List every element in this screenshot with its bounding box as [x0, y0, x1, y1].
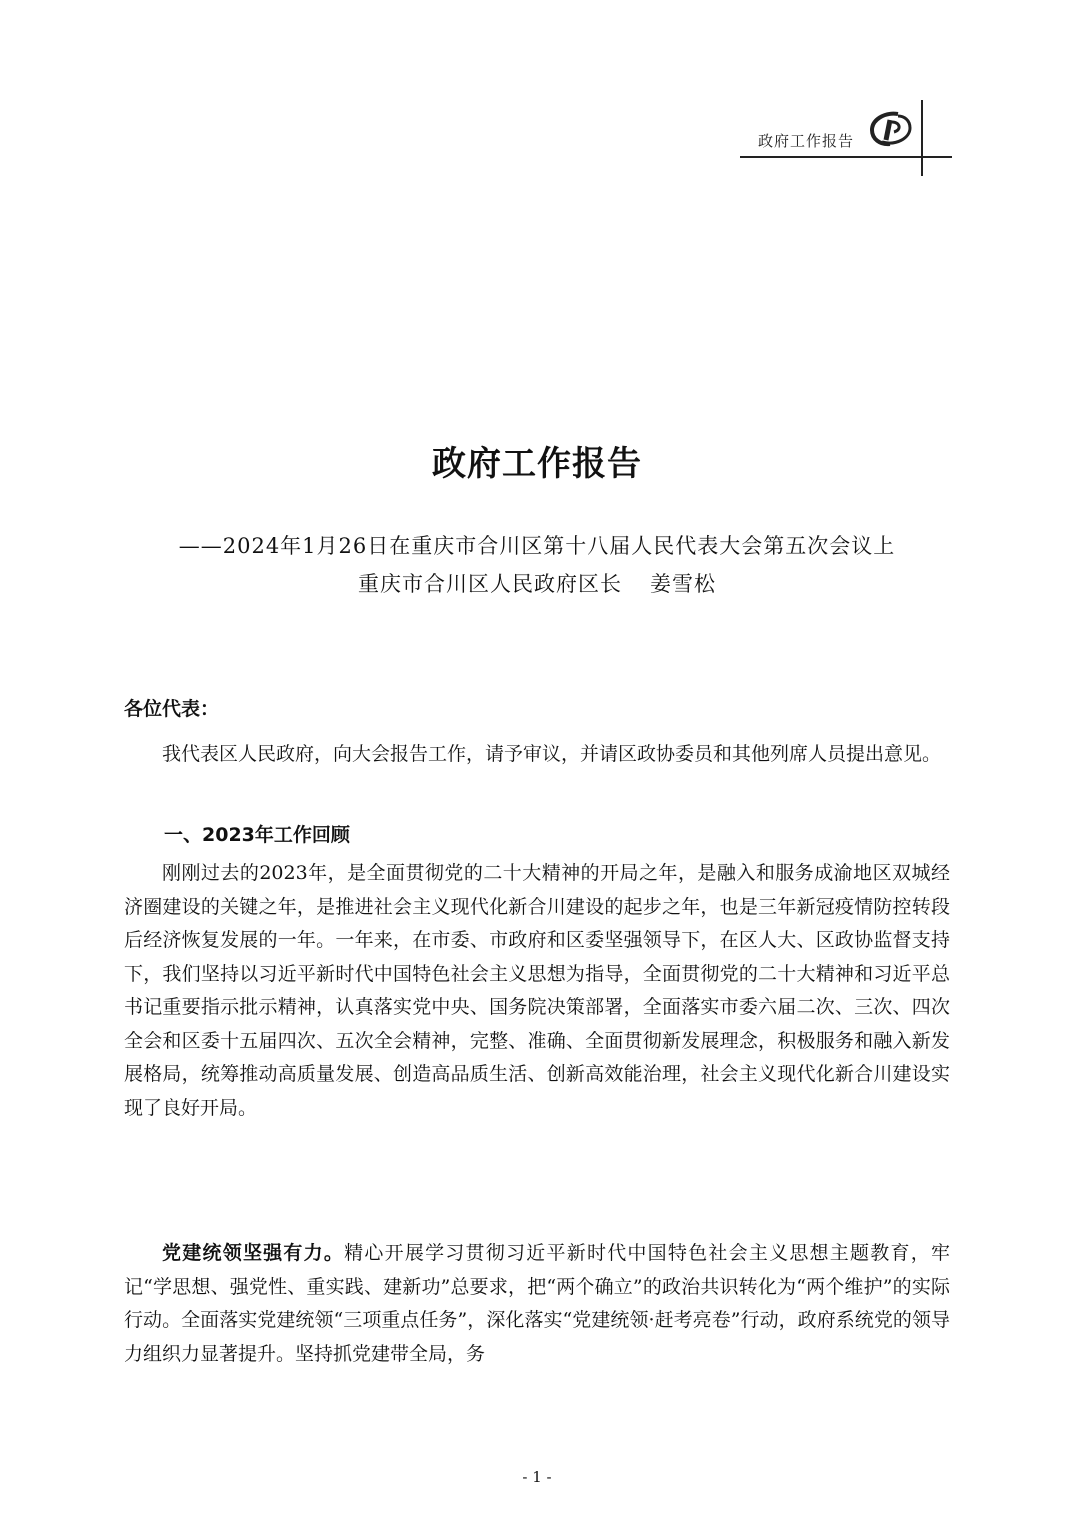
document-subtitle-occasion: ——2024年1月26日在重庆市合川区第十八届人民代表大会第五次会议上 — [178, 534, 896, 558]
header-vertical-rule — [921, 100, 923, 176]
salutation: 各位代表： — [124, 698, 220, 720]
paragraph-review: 刚刚过去的2023年，是全面贯彻党的二十大精神的开局之年，是融入和服务成渝地区双城经济圈建设的关键之年，是推进社会主义现代化新合川建设的起步之年，也是三年新冠疫情防控转段后经济恢复发展的一年。一年来，在市委、市政府和区委坚强领导下，在区人大、区政协监督支持下，我们坚持以习近平新时代中国特色社会主义思想为指导，全面贯彻党的二十大精神和习近平总书记重要指示批示精神，认真落实党中央、国务院决策部署，全面落实市委六届二次、三次、四次全会和区委十五届四次、五次全会精神，完整、准确、全面贯彻新发展理念，积极服务和融入新发展格局，统筹推动高质量发展、创造高品质生活、创新高效能治理，社会主义现代化新合川建设实现了良好开局。 — [124, 862, 950, 1119]
report-logo-icon — [868, 108, 914, 150]
document-subtitle-speaker — [0, 568, 1074, 598]
paragraph-party-text: 精心开展学习贯彻习近平新时代中国特色社会主义思想主题教育，牢记“学思想、强党性、重实践、建新功”总要求，把“两个确立”的政治共识转化为“两个维护”的实际行动。全面落实党建统领“三项重点任务”，深化落实“党建统领·赶考亮卷”行动，政府系统党的领导力组织力显著提升。坚持抓党建带全局，务 — [124, 1242, 950, 1365]
speaker-name: 姜雪松 — [650, 572, 716, 596]
section-heading: 一、2023年工作回顾 — [164, 824, 350, 846]
speaker-office: 重庆市合川区人民政府区长 — [358, 572, 622, 596]
page-number: - 1 - — [522, 1468, 552, 1486]
paragraph-intro: 我代表区人民政府，向大会报告工作，请予审议，并请区政协委员和其他列席人员提出意见。 — [162, 743, 942, 765]
paragraph-party-building — [124, 1237, 950, 1371]
paragraph-lead-phrase: 党建统领坚强有力。 — [162, 1242, 345, 1264]
running-header-label: 政府工作报告 — [758, 132, 855, 150]
document-title: 政府工作报告 — [432, 444, 642, 484]
